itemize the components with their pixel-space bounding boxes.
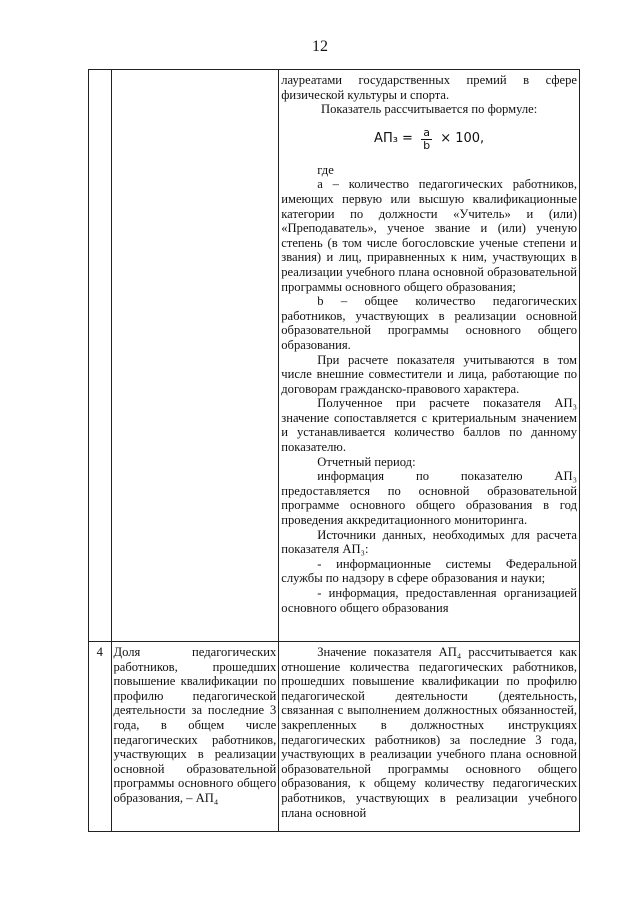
- indicator-name-cell: [111, 642, 279, 832]
- indicator-description: Значение показателя АП₄ рассчитывается как отношение количества педагогических работников, прошедших повышение квалификации по профилю педагогической деятельности (деятельность, связанная с выполнением должностных обязанностей, закрепленных в должностных инструкциях педагогических работников) за последние 3 года, участвующих в реализации учебного плана основной образовательной программы основного общего образования, к общему количеству педагогических работников, участвующих в реализации учебного плана основной: [281, 645, 577, 820]
- formula-rhs: × 100,: [440, 130, 485, 146]
- indicator-description-cell: [279, 642, 580, 832]
- paragraph: Полученное при расчете показателя АП₃ значение сопоставляется с критериальным значением и устанавливается количество баллов по данному показателю.: [281, 396, 577, 455]
- paragraph: физической культуры и спорта.: [281, 87, 450, 102]
- indicator-name: Доля педагогических работников, прошедших повышение квалификации по профилю педагогической деятельности за последние 3 года, в общем числе педагогических работников, участвующих в реализации основной образовательной программы основного общего образования, – АП₄: [113, 645, 277, 805]
- list-item: - информационные системы Федеральной службы по надзору в сфере образования и науки;: [281, 556, 577, 586]
- paragraph: Источники данных, необходимых для расчета показателя АП₃:: [281, 527, 577, 557]
- formula: [281, 127, 577, 159]
- paragraph: При расчете показателя учитываются в том числе внешние совместители и лица, работающие по договорам гражданско-правового характера.: [281, 352, 577, 396]
- row-number-cell: 4: [89, 642, 112, 832]
- definition-b: b – общее количество педагогических работников, участвующих в реализации основной образовательной программы основного общего образования.: [281, 294, 577, 352]
- formula-denominator: b: [423, 138, 431, 152]
- page-number: 12: [312, 38, 328, 55]
- paragraph: Показатель рассчитывается по формуле:: [320, 102, 538, 117]
- indicators-table: [88, 69, 580, 832]
- indicator-description-cell: [279, 70, 580, 642]
- paragraph: информация по показателю АП₃ предоставляется по основной образовательной программе основного общего образования в год проведения аккредитационного мониторинга.: [281, 469, 577, 528]
- row-number-cell: [89, 70, 112, 642]
- paragraph: Отчетный период:: [317, 454, 416, 469]
- definition-a: а – количество педагогических работников, имеющих первую или высшую квалификационные категории по должности «Учитель» и (или) «Преподаватель», ученое звание и (или) ученую степень (в том числе богословские ученые степени и звания) и лиц, приравненных к ним, участвующих в реализации учебного плана основной образовательной программы основного общего образования;: [281, 177, 577, 294]
- table-row: [89, 642, 580, 832]
- paragraph: лауреатами государственных премий в сфере: [281, 73, 577, 87]
- list-item: - информация, предоставленная организацией основного общего образования: [281, 586, 577, 615]
- formula-numerator: a: [421, 127, 432, 140]
- paragraph: где: [317, 162, 334, 177]
- table-row: [89, 70, 580, 642]
- indicator-name-cell: [111, 70, 279, 642]
- formula-lhs: АП₃ =: [374, 130, 413, 146]
- formula-fraction: [421, 127, 432, 152]
